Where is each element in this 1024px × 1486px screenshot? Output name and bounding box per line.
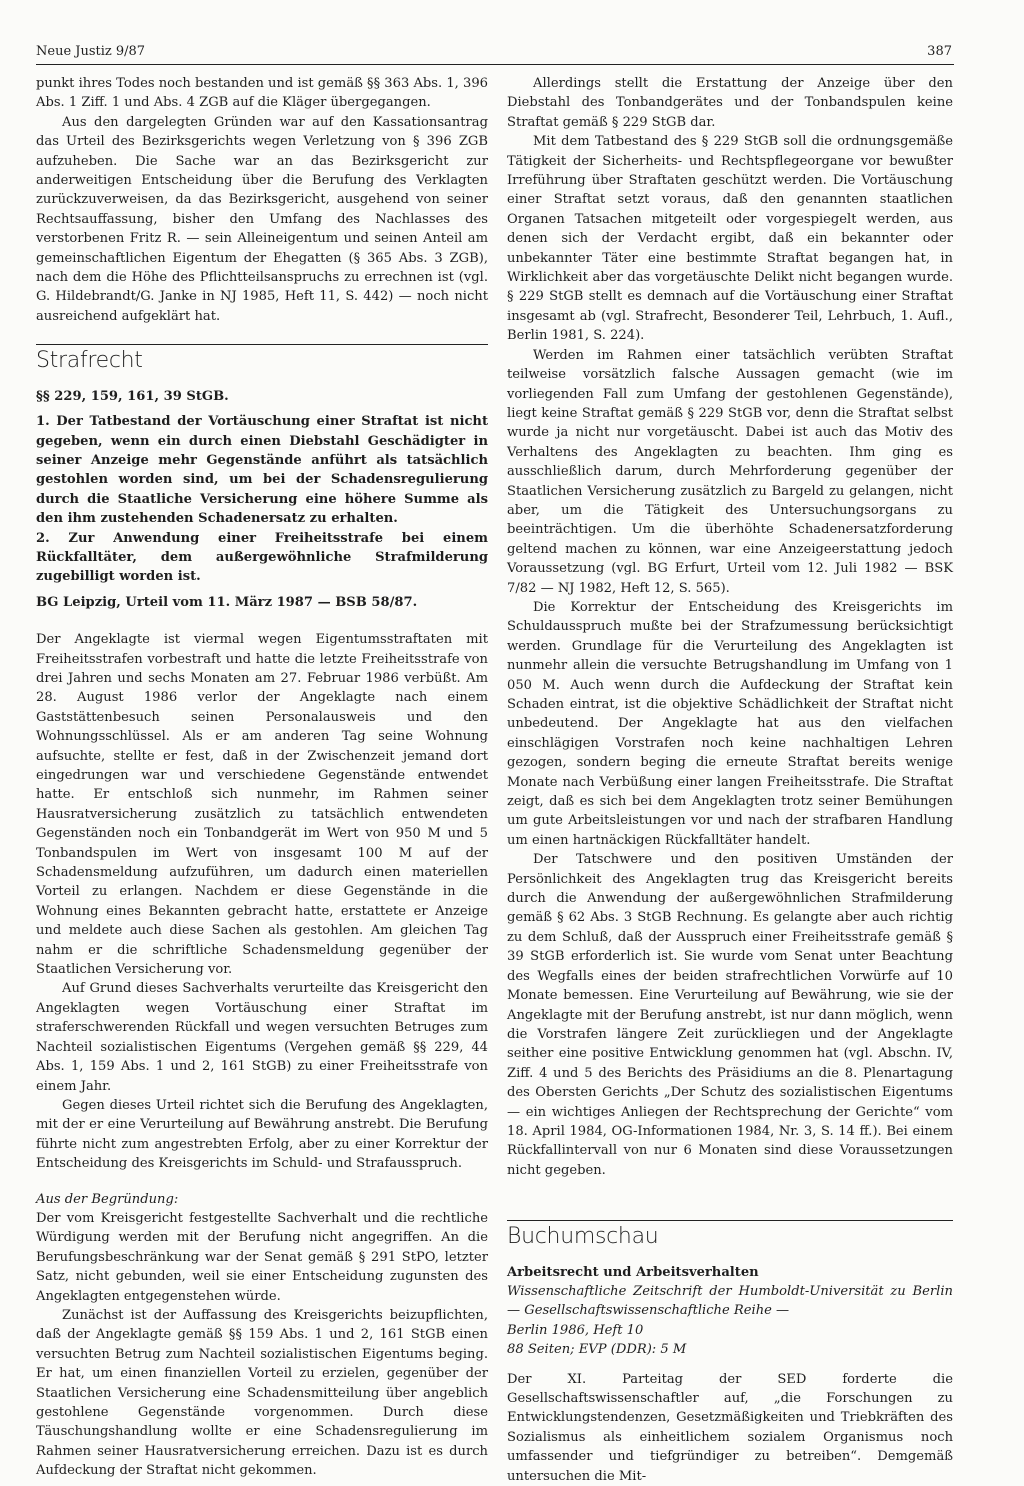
header-rule [36,64,954,65]
left-column [36,74,488,1481]
review-title: Arbeitsrecht und Arbeitsverhalten [507,1264,759,1280]
headnote: 1. Der Tatbestand der Vortäuschung einer Straftat ist nicht gegeben, wenn ein durch einen Diebstahl Geschädigter in seiner Anzeige mehr Gegenstände anführt als tatsächlich gestohlen worden sind, um bei der Schadensregulierung durch die Staatliche Versicherung eine höhere Summe als den ihm zustehenden Schadenersatz zu erhalten. [36,414,488,527]
review-source: Wissenschaftliche Zeitschrift der Humboldt-Universität zu Berlin — Gesellschaftswissenschaftliche Reihe — [507,1283,953,1319]
section-title-buchumschau: Buchumschau [507,1220,953,1252]
paragraph: Allerdings stellt die Erstattung der Anzeige über den Diebstahl des Tonbandgerätes und der Tonbandspulen keine Straftat gemäß § 229 StGB dar. [507,76,953,130]
paragraph: Zunächst ist der Auffassung des Kreisgerichts beizupflichten, daß der Angeklagte gemäß §§ 159 Abs. 1 und 2, 161 StGB einen versuchten Betrug zum Nachteil sozialistischen Eigentums beging. Er hat, um einen finanziellen Vorteil zu erzielen, gegenüber der Staatlichen Versicherung eine Schadensmitteilung über angeblich gestohlene Gegenstände vorgenommen. Durch diese Täuschungshandlung wollte er eine Schadensregulierung im Rahmen seiner Hausratversicherung erreichen. Dazu ist es durch Aufdeckung der Straftat nicht gekommen. [36,1307,488,1479]
paragraph: Gegen dieses Urteil richtet sich die Berufung des Angeklagten, mit der er eine Verurteilung auf Bewährung anstrebt. Die Berufung führte nicht zum angestrebten Erfolg, aber zu einer Korrektur der Entscheidung des Kreisgerichts im Schuld- und Strafausspruch. [36,1097,488,1172]
journal-title: Neue Justiz 9/87 [36,44,146,59]
court-citation: BG Leipzig, Urteil vom 11. März 1987 — BSB 58/87. [36,594,418,610]
headnote-block [36,387,488,612]
paragraph: Mit dem Tatbestand des § 229 StGB soll die ordnungsgemäße Tätigkeit der Sicherheits- und Rechtspflegeorgane vor bewußter Irreführung über Straftaten geschützt werden. Die Vortäuschung einer Straftat setzt voraus, daß den genannten staatlichen Organen Tatsachen mitgeteilt oder vorgespiegelt werden, aus denen sich der Verdacht ergibt, daß ein bekannter oder unbekannter Täter eine bestimmte Straftat begangen hat, in Wirklichkeit aber das vorgetäuschte Delikt nicht begangen wurde. § 229 StGB stellt es demnach auf die Vortäuschung einer Straftat insgesamt ab (vgl. Strafrecht, Besonderer Teil, Lehrbuch, 1. Aufl., Berlin 1981, S. 224). [507,134,953,344]
reasons-heading: Aus der Begründung: [36,1191,179,1207]
section-title-strafrecht: Strafrecht [36,344,488,376]
paragraph: Aus den dargelegten Gründen war auf den Kassationsantrag das Urteil des Bezirksgerichts wegen Verletzung von § 396 ZGB aufzuheben. Die Sache war an das Bezirksgericht zur anderweitigen Entscheidung über die Berufung des Verklagten zurückzuverweisen, da das Bezirksgericht, ausgehend von seiner Rechtsauffassung, bisher den Umfang des Nachlasses des verstorbenen Fritz R. — sein Alleineigentum und seinen Anteil am gemeinschaftlichen Eigentum der Ehegatten (§ 365 Abs. 3 ZGB), nach dem die Höhe des Pflichtteilsanspruchs zu errechnen ist (vgl. G. Hildebrandt/G. Janke in NJ 1985, Heft 11, S. 442) — noch nicht ausreichend aufgeklärt hat. [36,114,488,324]
paragraph: Die Korrektur der Entscheidung des Kreisgerichts im Schuldausspruch mußte bei der Strafzumessung berücksichtigt werden. Grundlage für die Verurteilung des Angeklagten ist nunmehr allein die versuchte Betrugshandlung im Umfang von 1 050 M. Auch wenn durch die Aufdeckung der Straftat kein Schaden eintrat, ist die objektive Schädlichkeit der Straftat nicht unbedeutend. Der Angeklagte hat aus den vielfachen einschlägigen Vorstrafen noch keine nachhaltigen Lehren gezogen, sondern beging die erneute Straftat bereits wenige Monate nach Verbüßung einer langen Freiheitsstrafe. Die Straftat zeigt, daß es sich bei dem Angeklagten trotz seiner Bemühungen um gute Arbeitsleistungen vor und nach der strafbaren Handlung um einen hartnäckigen Rückfalltäter handelt. [507,599,953,848]
right-column [507,74,953,1486]
paragraph: Der vom Kreisgericht festgestellte Sachverhalt und die rechtliche Würdigung werden mit der Berufung nicht angegriffen. An die Berufungsbeschränkung war der Senat gemäß § 291 StPO, letzter Satz, nicht gebunden, weil sie einer Entscheidung zugunsten des Angeklagten entgegenstehen würde. [36,1210,488,1304]
review-text: Der XI. Parteitag der SED forderte die Gesellschaftswissenschaftler auf, „die Forschungen zu Entwicklungstendenzen, Gesetzmäßigkeiten und Triebkräften des Sozialismus als einheitlichem sozialem Organismus noch umfassender und tiefgründiger zu betreiben“. Demgemäß untersuchen die Mit- [507,1371,953,1484]
page-number: 387 [927,44,952,59]
paragraph: Der Tatschwere und den positiven Umständen der Persönlichkeit des Angeklagten trug das Kreisgericht bereits durch die Anwendung der außergewöhnlichen Strafmilderung gemäß § 62 Abs. 3 StGB Rechnung. Es gelangte aber auch richtig zu dem Schluß, daß der Ausspruch einer Freiheitsstrafe gemäß § 39 StGB erforderlich ist. Sie wurde vom Senat unter Beachtung des Wegfalls eines der beiden strafrechtlichen Vorwürfe auf 10 Monate bemessen. Eine Verurteilung auf Bewährung, wie sie der Angeklagte mit der Berufung anstrebt, ist nur dann möglich, wenn die Vorstrafen längere Zeit zurückliegen und der Angeklagte seither eine positive Entwicklung genommen hat (vgl. Abschn. IV, Ziff. 4 und 5 des Berichts des Präsidiums an die 8. Plenartagung des Obersten Gerichts „Der Schutz des sozialistischen Eigentums — ein wichtiges Anliegen der Rechtsprechung der Gerichte“ vom 18. April 1984, OG-Informationen 1984, Nr. 3, S. 14 ff.). Bei einem Rückfallintervall von nur 6 Monaten sind diese Voraussetzungen nicht gegeben. [507,852,953,1178]
headnote: 2. Zur Anwendung einer Freiheitsstrafe bei einem Rückfalltäter, dem außergewöhnliche Strafmilderung zugebilligt worden ist. [36,530,488,585]
paragraph: Werden im Rahmen einer tatsächlich verübten Straftat teilweise vorsätzlich falsche Aussagen gemacht (wie im vorliegenden Fall zum Umfang der gestohlenen Gegenstände), liegt keine Straftat gemäß § 229 StGB vor, denn die Straftat selbst wurde ja nicht nur vorgetäuscht. Dabei ist auch das Motiv des Verhaltens des Angeklagten zu beachten. Ihm ging es ausschließlich darum, durch Mehrforderung gegenüber der Staatlichen Versicherung zusätzlich zu Bargeld zu gelangen, nicht aber, um die Tätigkeit des Untersuchungsorgans zu beeinträchtigen. Um die überhöhte Schadenersatzforderung geltend machen zu können, war eine Anzeigeerstattung jedoch Voraussetzung (vgl. BG Erfurt, Urteil vom 12. Juli 1982 — BSK 7/82 — NJ 1982, Heft 12, S. 565). [507,347,953,596]
page-header [36,44,952,62]
paragraph: punkt ihres Todes noch bestanden und ist gemäß §§ 363 Abs. 1, 396 Abs. 1 Ziff. 1 und Abs. 4 ZGB auf die Kläger übergegangen. [36,76,488,111]
book-review [507,1263,953,1486]
paragraph: Der Angeklagte ist viermal wegen Eigentumsstraftaten mit Freiheitsstrafen vorbestraft und hatte die letzte Freiheitsstrafe von drei Jahren und sechs Monaten am 27. Februar 1986 verbüßt. Am 28. August 1986 verlor der Angeklagte nach einem Gaststättenbesuch seinen Personalausweis und den Wohnungsschlüssel. Als er am anderen Tag seine Wohnung aufsuchte, stellte er fest, daß in der Zwischenzeit jemand dort eingedrungen war und verschiedene Gegenstände entwendet hatte. Er entschloß sich nunmehr, im Rahmen seiner Hausratversicherung zusätzlich zu tatsächlich entwendeten Gegenständen noch ein Tonbandgerät im Wert von 950 M und 5 Tonbandspulen im Wert von insgesamt 100 M auf der Schadensmeldung aufzuführen, um dadurch einen materiellen Vorteil zu erlangen. Nachdem er diese Gegenstände in die Wohnung eines Bekannten gebracht hatte, erstattete er Anzeige und meldete auch diese Sachen als gestohlen. Am gleichen Tag nahm er die schriftliche Schadensmeldung gegenüber der Staatlichen Versicherung vor. [36,632,488,978]
review-issue: Berlin 1986, Heft 10 [507,1322,644,1338]
paragraph: Auf Grund dieses Sachverhalts verurteilte das Kreisgericht den Angeklagten wegen Vortäuschung einer Straftat im straferschwerenden Rückfall und wegen versuchten Betruges zum Nachteil sozialistischen Eigentums (Vergehen gemäß §§ 229, 44 Abs. 1, 159 Abs. 1 und 2, 161 StGB) zu einer Freiheitsstrafe von einem Jahr. [36,981,488,1094]
review-pages: 88 Seiten; EVP (DDR): 5 M [507,1342,687,1358]
norms: §§ 229, 159, 161, 39 StGB. [36,388,229,404]
